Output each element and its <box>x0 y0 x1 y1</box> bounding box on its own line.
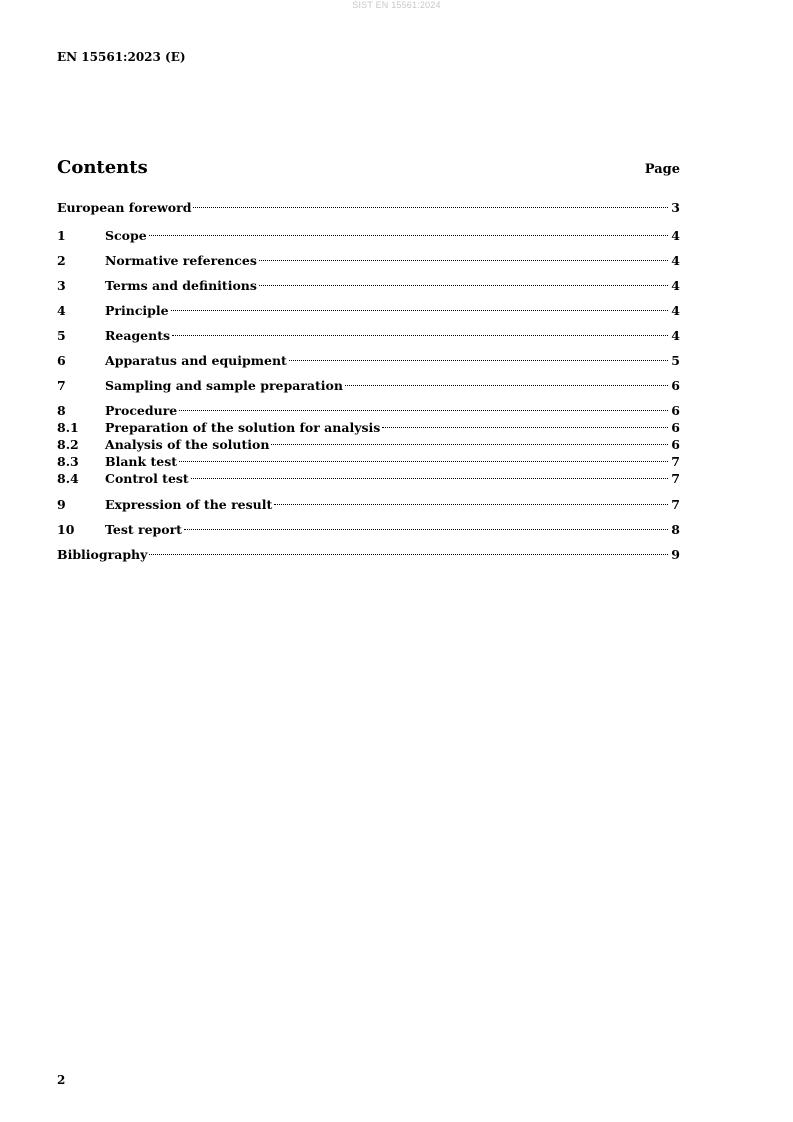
toc-entry-page: 6 <box>671 378 680 393</box>
toc-entry-title: Bibliography <box>57 547 148 562</box>
contents-title: Contents <box>57 157 148 178</box>
toc-entry-title: Blank test <box>105 454 178 469</box>
dot-leader <box>191 478 669 479</box>
toc-entry-page: 8 <box>671 522 680 537</box>
toc-entry-terms-and-definitions[interactable] <box>57 277 680 294</box>
toc-entry-number: 4 <box>57 303 66 318</box>
toc-entry-page: 9 <box>671 547 680 562</box>
toc-entry-number: 6 <box>57 353 66 368</box>
document-id: EN 15561:2023 (E) <box>57 50 186 64</box>
toc-entry-title: Analysis of the solution <box>105 437 270 452</box>
toc-entry-preparation-of-the-solution[interactable] <box>57 419 680 436</box>
dot-leader <box>259 260 668 261</box>
toc-entry-number: 9 <box>57 497 66 512</box>
toc-entry-page: 4 <box>671 278 680 293</box>
toc-entry-expression-of-the-result[interactable] <box>57 496 680 513</box>
page-number: 2 <box>57 1073 66 1087</box>
toc-entry-page: 4 <box>671 253 680 268</box>
toc-entry-number: 8.3 <box>57 454 79 469</box>
dot-leader <box>184 529 668 530</box>
toc-entry-number: 5 <box>57 328 66 343</box>
toc-entry-normative-references[interactable] <box>57 252 680 269</box>
toc-entry-number: 8.2 <box>57 437 79 452</box>
watermark-text: SIST EN 15561:2024 <box>352 0 441 10</box>
dot-leader <box>345 385 668 386</box>
toc-entry-number: 8 <box>57 403 66 418</box>
toc-entry-reagents[interactable] <box>57 327 680 344</box>
dot-leader <box>289 360 668 361</box>
dot-leader <box>271 444 668 445</box>
toc-entry-title: Scope <box>105 228 147 243</box>
toc-entry-page: 7 <box>671 471 680 486</box>
toc-entry-number: 2 <box>57 253 66 268</box>
toc-entry-european-foreword[interactable] <box>57 199 680 216</box>
toc-entry-title: Control test <box>105 471 189 486</box>
toc-entry-apparatus-and-equipment[interactable] <box>57 352 680 369</box>
toc-entry-page: 6 <box>671 403 680 418</box>
toc-entry-blank-test[interactable] <box>57 453 680 470</box>
toc-entry-title: Apparatus and equipment <box>105 353 287 368</box>
toc-entry-title: Reagents <box>105 328 171 343</box>
toc-entry-title: Test report <box>105 522 182 537</box>
toc-entry-title: Terms and definitions <box>105 278 257 293</box>
dot-leader <box>274 504 668 505</box>
dot-leader <box>172 335 668 336</box>
dot-leader <box>171 310 669 311</box>
toc-entry-number: 8.1 <box>57 420 79 435</box>
toc-entry-page: 6 <box>671 420 680 435</box>
toc-entry-number: 3 <box>57 278 66 293</box>
toc-entry-scope[interactable] <box>57 227 680 244</box>
page-column-label: Page <box>644 162 680 177</box>
toc-entry-title: Principle <box>105 303 169 318</box>
toc-entry-title: Preparation of the solution for analysis <box>105 420 381 435</box>
toc-entry-number: 10 <box>57 522 75 537</box>
toc-entry-page: 7 <box>671 497 680 512</box>
toc-entry-principle[interactable] <box>57 302 680 319</box>
toc-entry-title: Procedure <box>105 403 178 418</box>
toc-entry-title: Expression of the result <box>105 497 273 512</box>
toc-entry-page: 4 <box>671 228 680 243</box>
toc-entry-title: Sampling and sample preparation <box>105 378 343 393</box>
dot-leader <box>149 235 669 236</box>
dot-leader <box>179 461 668 462</box>
toc-entry-test-report[interactable] <box>57 521 680 538</box>
toc-entry-analysis-of-the-solution[interactable] <box>57 436 680 453</box>
toc-entry-number: 7 <box>57 378 66 393</box>
dot-leader <box>193 207 668 208</box>
toc-entry-number: 8.4 <box>57 471 79 486</box>
dot-leader <box>259 285 668 286</box>
contents-heading <box>57 157 680 178</box>
toc-entry-page: 3 <box>671 200 680 215</box>
toc-entry-title: European foreword <box>57 200 192 215</box>
toc-entry-control-test[interactable] <box>57 470 680 487</box>
toc-entry-number: 1 <box>57 228 66 243</box>
toc-entry-page: 4 <box>671 328 680 343</box>
toc-entry-page: 7 <box>671 454 680 469</box>
dot-leader <box>179 410 668 411</box>
toc-entry-title: Normative references <box>105 253 257 268</box>
dot-leader <box>149 554 668 555</box>
dot-leader <box>382 427 668 428</box>
toc-entry-page: 5 <box>671 353 680 368</box>
toc-entry-bibliography[interactable] <box>57 546 680 563</box>
toc-entry-sampling-and-sample-preparation[interactable] <box>57 377 680 394</box>
toc-entry-page: 6 <box>671 437 680 452</box>
toc-entry-procedure[interactable] <box>57 402 680 419</box>
toc-entry-page: 4 <box>671 303 680 318</box>
